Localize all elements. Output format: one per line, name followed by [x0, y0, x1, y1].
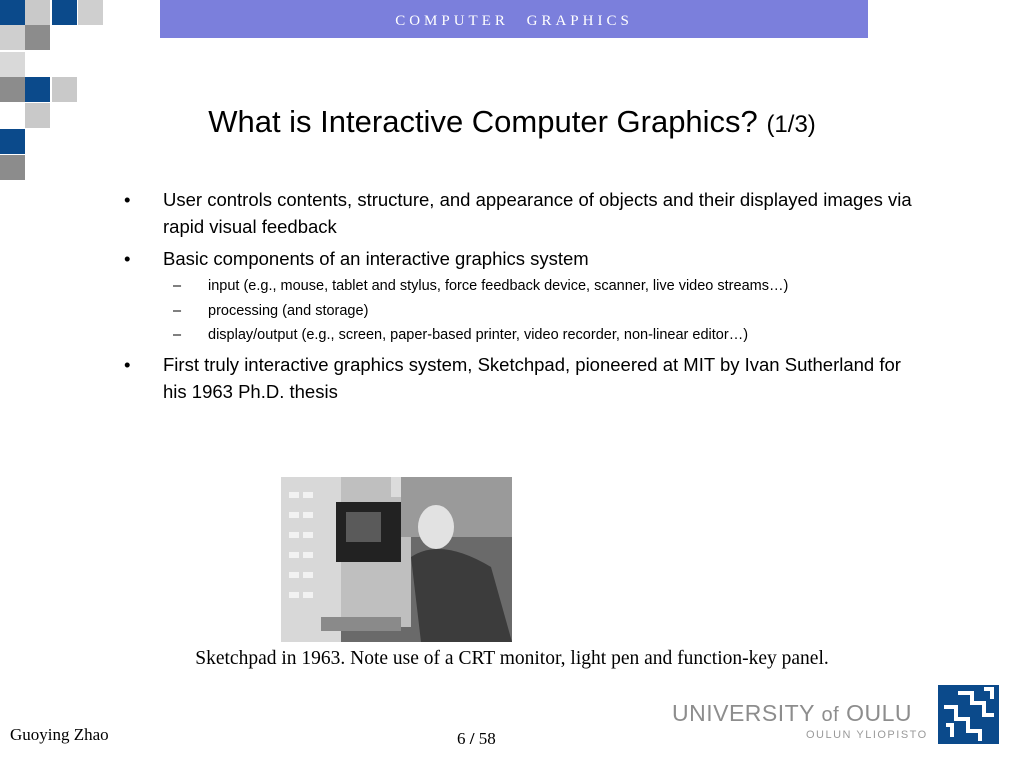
university-logo-icon: [938, 685, 999, 744]
deco-square: [0, 77, 25, 102]
bullet-text: First truly interactive graphics system, Sketchpad, pioneered at MIT by Ivan Sutherland for his 1963 Ph.D. thesis: [163, 353, 901, 402]
sub-bullet-text: input (e.g., mouse, tablet and stylus, force feedback device, scanner, live video streams…): [208, 278, 789, 294]
header-banner: COMPUTER GRAPHICS: [160, 0, 868, 38]
university-of: of: [821, 704, 840, 726]
university-subtitle: OULUN YLIOPISTO: [806, 729, 928, 741]
footer-author: Guoying Zhao: [10, 725, 109, 744]
sub-bullet-item: [124, 277, 924, 296]
deco-square: [0, 155, 25, 180]
deco-square: [78, 0, 103, 25]
bullet-text: User controls contents, structure, and appearance of objects and their displayed images via rapid visual feedback: [163, 189, 912, 237]
page-current: 6: [457, 729, 466, 748]
sub-bullet-text: display/output (e.g., screen, paper-based printer, video recorder, non-linear editor…): [208, 327, 749, 343]
deco-square: [52, 77, 77, 102]
sub-bullet-item: [124, 326, 924, 345]
bullet-dot: •: [124, 189, 131, 210]
sub-bullet-dash: –: [173, 302, 182, 319]
deco-square: [52, 0, 77, 25]
university-word: UNIVERSITY: [672, 700, 815, 726]
bullet-dot: •: [124, 248, 131, 269]
sub-bullet-dash: –: [173, 278, 182, 294]
title-text: What is Interactive Computer Graphics?: [208, 104, 758, 139]
deco-square: [0, 0, 25, 25]
image-caption: Sketchpad in 1963. Note use of a CRT monitor, light pen and function-key panel.: [195, 648, 829, 669]
bullet-item: [124, 351, 924, 405]
slide-title: [0, 104, 1024, 140]
deco-square: [25, 77, 50, 102]
bullet-item: [124, 186, 924, 240]
deco-square: [0, 52, 25, 77]
bullet-item: [124, 245, 924, 272]
deco-square: [25, 0, 50, 25]
deco-square: [0, 25, 25, 50]
bullet-text: Basic components of an interactive graphics system: [163, 248, 589, 269]
sub-bullet-dash: –: [173, 327, 182, 343]
page-separator: /: [469, 729, 475, 748]
sub-bullet-item: [124, 302, 924, 321]
sketchpad-photo: [281, 477, 512, 642]
deco-square: [25, 25, 50, 50]
page-total: 58: [478, 729, 496, 748]
bullet-dot: •: [124, 353, 131, 375]
sub-bullet-text: processing (and storage): [208, 302, 369, 319]
bullet-list: [124, 186, 924, 410]
title-suffix: (1/3): [766, 111, 816, 138]
page-indicator: [457, 729, 496, 749]
university-name: [672, 700, 912, 727]
university-city: OULU: [846, 700, 912, 726]
